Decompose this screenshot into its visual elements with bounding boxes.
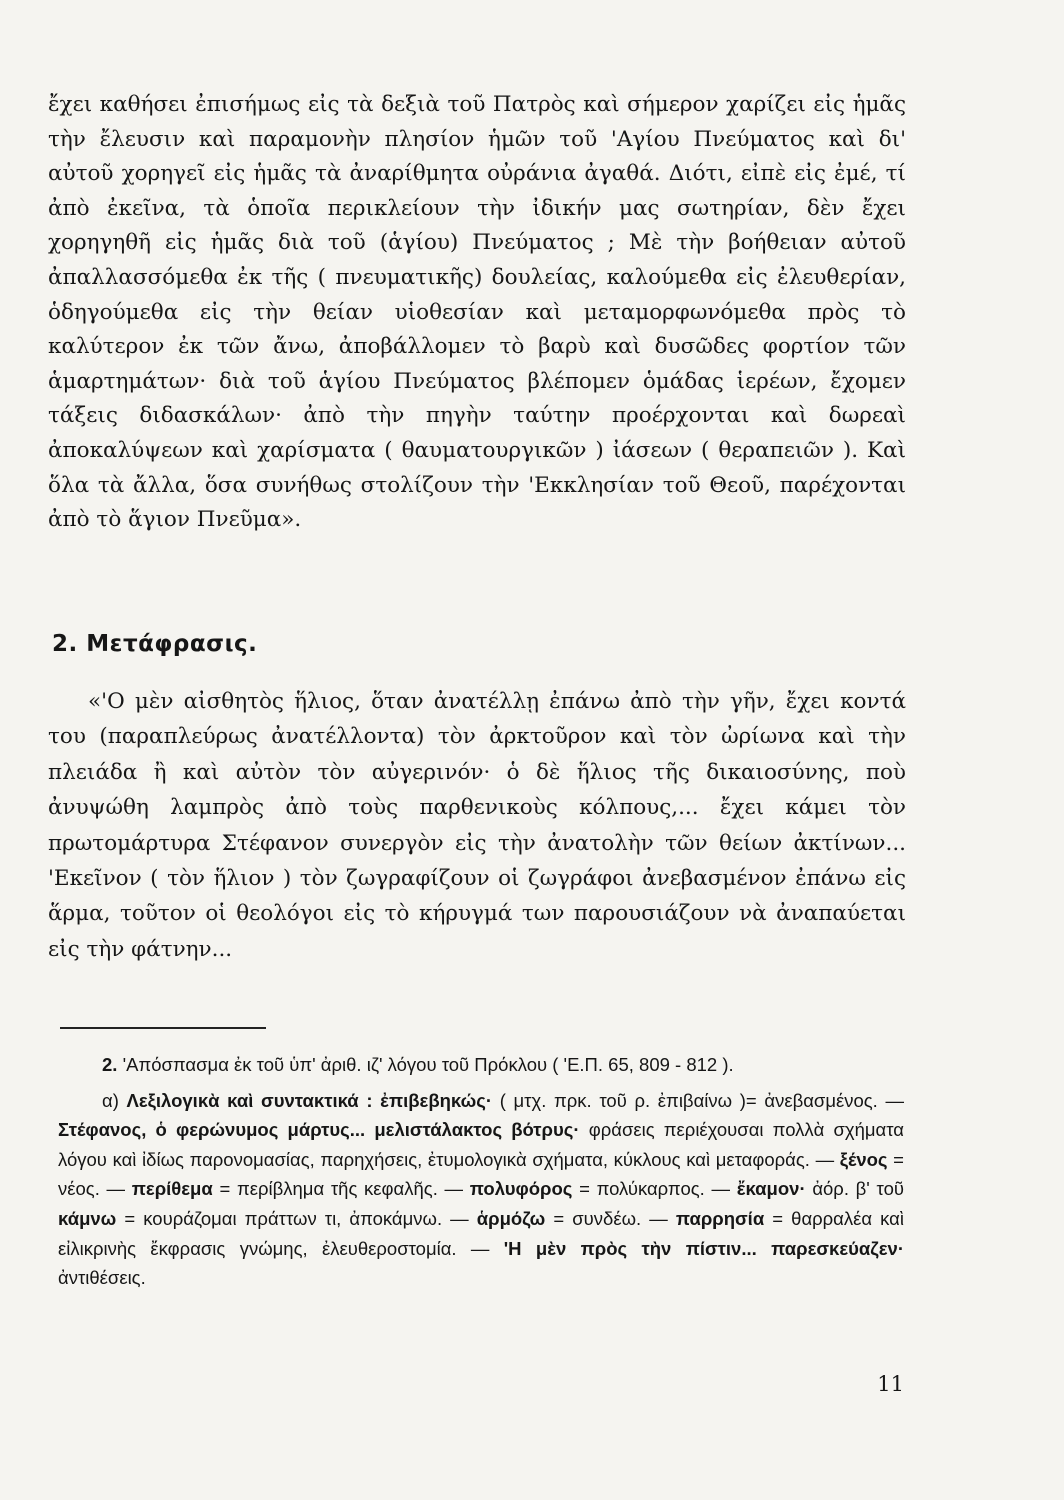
note-text: ἀόρ. β' τοῦ bbox=[805, 1178, 904, 1200]
term-antitheseis-phrase: 'Η μὲν πρὸς τὴν πίστιν... παρεσκεύαζεν· bbox=[503, 1237, 904, 1259]
note-text: = νέος. — bbox=[58, 1148, 904, 1200]
main-text-block bbox=[48, 88, 906, 538]
term-xenos: ξένος bbox=[839, 1148, 888, 1170]
translation-paragraph: «'Ο μὲν αἰσθητὸς ἥλιος, ὅταν ἀνατέλλῃ ἐπάνω ἀπὸ τὴν γῆν, ἔχει κοντά του (παραπλεύρως ἀνατέλλοντα) τὸν ἀρκτοῦρον καὶ τὸν ὠρίωνα καὶ τὴν πλειάδα ἢ καὶ αὐτὸν τὸν αὐγερινόν· ὁ δὲ ἥλιος τῆς δικαιοσύνης, ποὺ ἀνυψώθη λαμπρὸς ἀπὸ τοὺς παρθενικοὺς κόλπους,... ἔχει κάμει τὸν πρωτομάρτυρα Στέφανον συνεργὸν εἰς τὴν ἀνατολὴν τῶν θείων ἀκτίνων... 'Εκεῖνον ( τὸν ἥλιον ) τὸν ζωγραφίζουν οἱ ζωγράφοι ἀνεβασμένον ἐπάνω εἰς ἅρμα, τοῦτον οἱ θεολόγοι εἰς τὸ κήρυγμά των παρουσιάζουν νὰ ἀναπαύεται εἰς τὴν φάτνην... bbox=[48, 689, 906, 962]
footnote-2-number: 2. bbox=[102, 1054, 118, 1075]
note-text: = συνδέω. — bbox=[545, 1207, 676, 1229]
term-armozo: ἁρμόζω bbox=[476, 1207, 546, 1229]
term-kamno: κάμνω bbox=[58, 1207, 117, 1229]
section-heading: 2. Μετάφρασις. bbox=[52, 631, 258, 657]
translation-text-block bbox=[48, 684, 906, 967]
note-text: ἀντιθέσεις. bbox=[58, 1267, 146, 1289]
main-paragraph: ἔχει καθήσει ἐπισήμως εἰς τὰ δεξιὰ τοῦ Πατρὸς καὶ σήμερον χαρίζει εἰς ἡμᾶς τὴν ἔλευσιν καὶ παραμονὴν πλησίον ἡμῶν τοῦ 'Αγίου Πνεύματος καὶ δι' αὐτοῦ χορηγεῖ εἰς ἡμᾶς τὰ ἀναρίθμητα οὐράνια ἀγαθά. Διότι, εἰπὲ εἰς ἐμέ, τί ἀπὸ ἐκεῖνα, τὰ ὁποῖα περικλείουν τὴν ἰδικήν μας σωτηρίαν, δὲν ἔχει χορηγηθῆ εἰς ἡμᾶς διὰ τοῦ (ἁγίου) Πνεύματος ; Μὲ τὴν βοήθειαν αὐτοῦ ἀπαλλασσόμεθα ἐκ τῆς ( πνευματικῆς) δουλείας, καλούμεθα εἰς ἐλευθερίαν, ὁδηγούμεθα εἰς τὴν θείαν υἱοθεσίαν καὶ μεταμορφωνόμεθα πρὸς τὸ καλύτερον ἐκ τῶν ἄνω, ἀποβάλλομεν τὸ βαρὺ καὶ δυσῶδες φορτίον τῶν ἁμαρτημάτων· διὰ τοῦ ἁγίου Πνεύματος βλέπομεν ὁμάδας ἱερέων, ἔχομεν τάξεις διδασκάλων· ἀπὸ τὴν πηγὴν ταύτην προέρχονται καὶ δωρεαὶ ἀποκαλύψεων καὶ χαρίσματα ( θαυματουργικῶν ) ἰάσεων ( θεραπειῶν ). Καὶ ὅλα τὰ ἄλλα, ὅσα συνήθως στολίζουν τὴν 'Εκκλησίαν τοῦ Θεοῦ, παρέχονται ἀπὸ τὸ ἅγιον Πνεῦμα». bbox=[48, 92, 906, 533]
note-text: φράσεις περιέχουσαι πολλὰ σχήματα λόγου καὶ ἰδίως παρονομασίας, παρηχήσεις, ἐτυμολογικὰ σχήματα, κύκλους καὶ μεταφοράς. — bbox=[58, 1119, 904, 1170]
footnote-a-label: α) bbox=[102, 1089, 119, 1111]
term-lexical-heading: Λεξιλογικὰ καὶ συντακτικά : ἐπιβεβηκώς· bbox=[126, 1089, 493, 1111]
note-text: = πολύκαρπος. — bbox=[572, 1178, 737, 1200]
term-ekamon: ἔκαμον· bbox=[736, 1178, 806, 1200]
note-text: ( μτχ. πρκ. τοῦ ρ. ἐπιβαίνω )= ἀνεβασμένος. — bbox=[492, 1089, 904, 1111]
note-text: = θαρραλέα καὶ εἰλικρινὴς ἔκφρασις γνώμης, ἐλευθεροστομία. — bbox=[58, 1207, 904, 1259]
footnotes bbox=[58, 1050, 904, 1293]
term-stefanos: Στέφανος, ὁ φερώνυμος μάρτυς... μελιστάλακτος βότρυς· bbox=[58, 1119, 580, 1141]
page-number: 11 bbox=[877, 1372, 904, 1396]
footnote-separator bbox=[60, 1027, 266, 1029]
term-parrisia: παρρησία bbox=[675, 1207, 765, 1229]
term-polyforos: πολυφόρος bbox=[469, 1178, 573, 1200]
footnote-2 bbox=[58, 1050, 904, 1080]
footnote-2-text: 'Απόσπασμα ἐκ τοῦ ὑπ' ἀριθ. ιζ' λόγου τοῦ Πρόκλου ( 'Ε.Π. 65, 809 - 812 ). bbox=[122, 1054, 734, 1075]
note-text: = κουράζομαι πράττων τι, ἀποκάμνω. — bbox=[116, 1207, 477, 1229]
term-peritema: περίθεμα bbox=[131, 1178, 213, 1200]
footnote-a bbox=[58, 1086, 904, 1293]
note-text: = περίβλημα τῆς κεφαλῆς. — bbox=[212, 1178, 470, 1200]
